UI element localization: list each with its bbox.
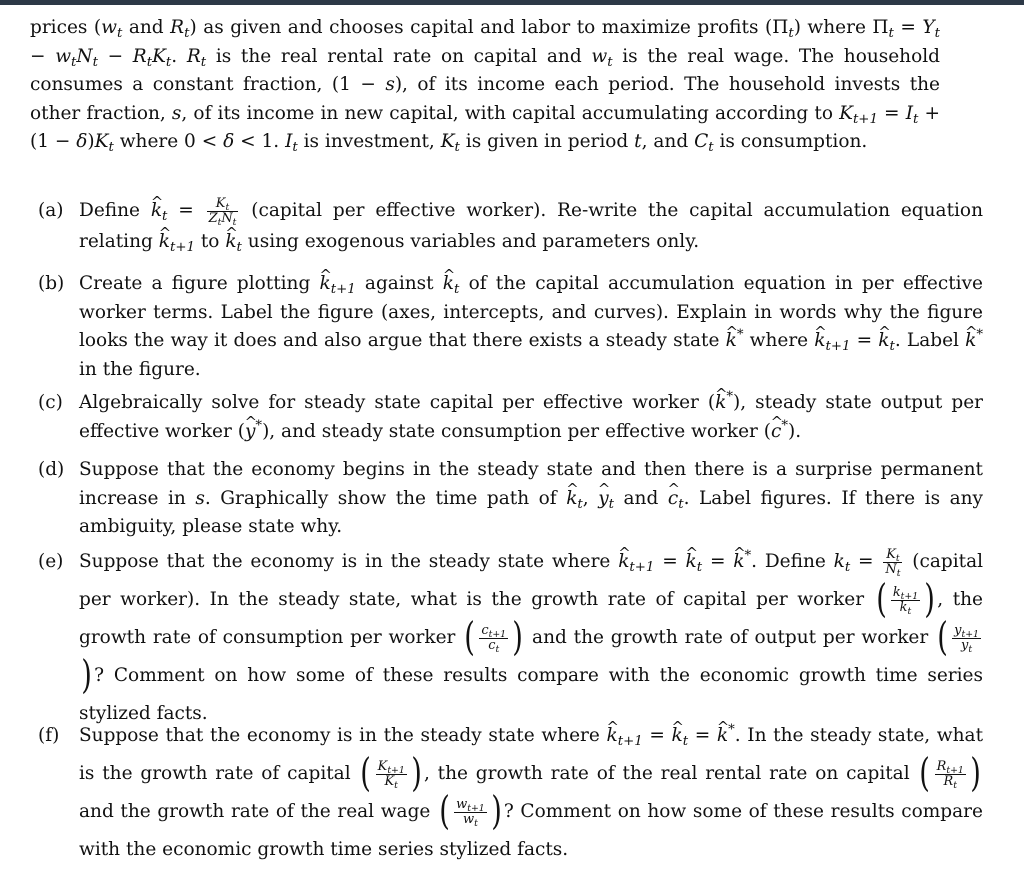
question-c-text: Algebraically solve for steady state capital per effective worker (^ k*), steady state output per effective worker (^ y*), and steady state consumption per effective worker (^ c*). [79,389,983,446]
question-a [38,195,983,257]
question-e-label: (e) [38,551,64,572]
question-f [38,717,983,869]
problem-document [0,6,1024,860]
question-b-label: (b) [38,273,65,294]
question-b [38,270,983,384]
question-a-text: Define ^ $k_t$ = $\frac{K_t}{Z_tN_t}$ (capital per effective worker). Re-write the capital accumulation equation relating ^ $k_{t+1}$ to ^ $k_t$ using exogenous variables and parameters only. [79,195,983,257]
question-b-text: Create a figure plotting ^ $k_{t+1}$ against ^ $k_t$ of the capital accumulation equation in per effective worker terms. Label the figure (axes, intercepts, and curves). Explain in words why the figure looks the way it does and also argue that there exists a steady state ^ k* where ^ $k_{t+1}$ = ^ $k_t$. Label ^ k* in the figure. [79,270,983,384]
question-a-label: (a) [38,200,64,221]
question-e-text: Suppose that the economy is in the steady state where ^ $k_{t+1}$ = ^ $k_t$ = ^ k*. Define $k_t$ = $\frac{K_t}{N_t}$ (capital per worker). In the steady state, what is the growth rate of capital per worker ( $\frac{k_{t+1}}{k_t}$ ) , the growth rate of consumption per worker ( $\frac{c_{t+1}}{c_t}$ ) and the growth rate of output per worker ( $\frac{y_{t+1}}{y_t}$ ) ? Comment on how some of these results compare with the economic growth time series stylized facts. [79,543,983,733]
window-top-bar [0,0,1024,5]
intro-paragraph: prices ($w_t$ and $R_t$) as given and chooses capital and labor to maximize profits $(\Pi_t)$ where $\Pi_t = Y_t - w_tN_t - R_tK_t$. $R_t$ is the real rental rate on capital and $w_t$ is the real wage. The household consumes a constant fraction, (1 − s), of its income each period. The household invests the other fraction, s, of its income in new capital, with capital accumulating according to $K_{t+1} = I_t + (1 - \delta)K_t$ where 0 < δ < 1. $I_t$ is investment, $K_t$ is given in period t, and $C_t$ is consumption. [30,17,940,155]
question-d [38,456,983,542]
question-d-text: Suppose that the economy begins in the steady state and then there is a surprise permanent increase in s. Graphically show the time path of ^ $k_t$, ^ $y_t$ and ^ $c_t$. Label figures. If there is any ambiguity, please state why. [79,456,983,542]
question-f-label: (f) [38,725,60,746]
question-c [38,389,983,446]
question-c-label: (c) [38,392,63,413]
question-d-label: (d) [38,459,65,480]
question-e [38,543,983,733]
question-f-text: Suppose that the economy is in the steady state where ^ $k_{t+1}$ = ^ $k_t$ = ^ k*. In the steady state, what is the growth rate of capital ( $\frac{K_{t+1}}{K_t}$ ) , the growth rate of the real rental rate on capital ( $\frac{R_{t+1}}{R_t}$ ) and the growth rate of the real wage ( $\frac{w_{t+1}}{w_t}$ ) ? Comment on how some of these results compare with the economic growth time series stylized facts. [79,717,983,869]
